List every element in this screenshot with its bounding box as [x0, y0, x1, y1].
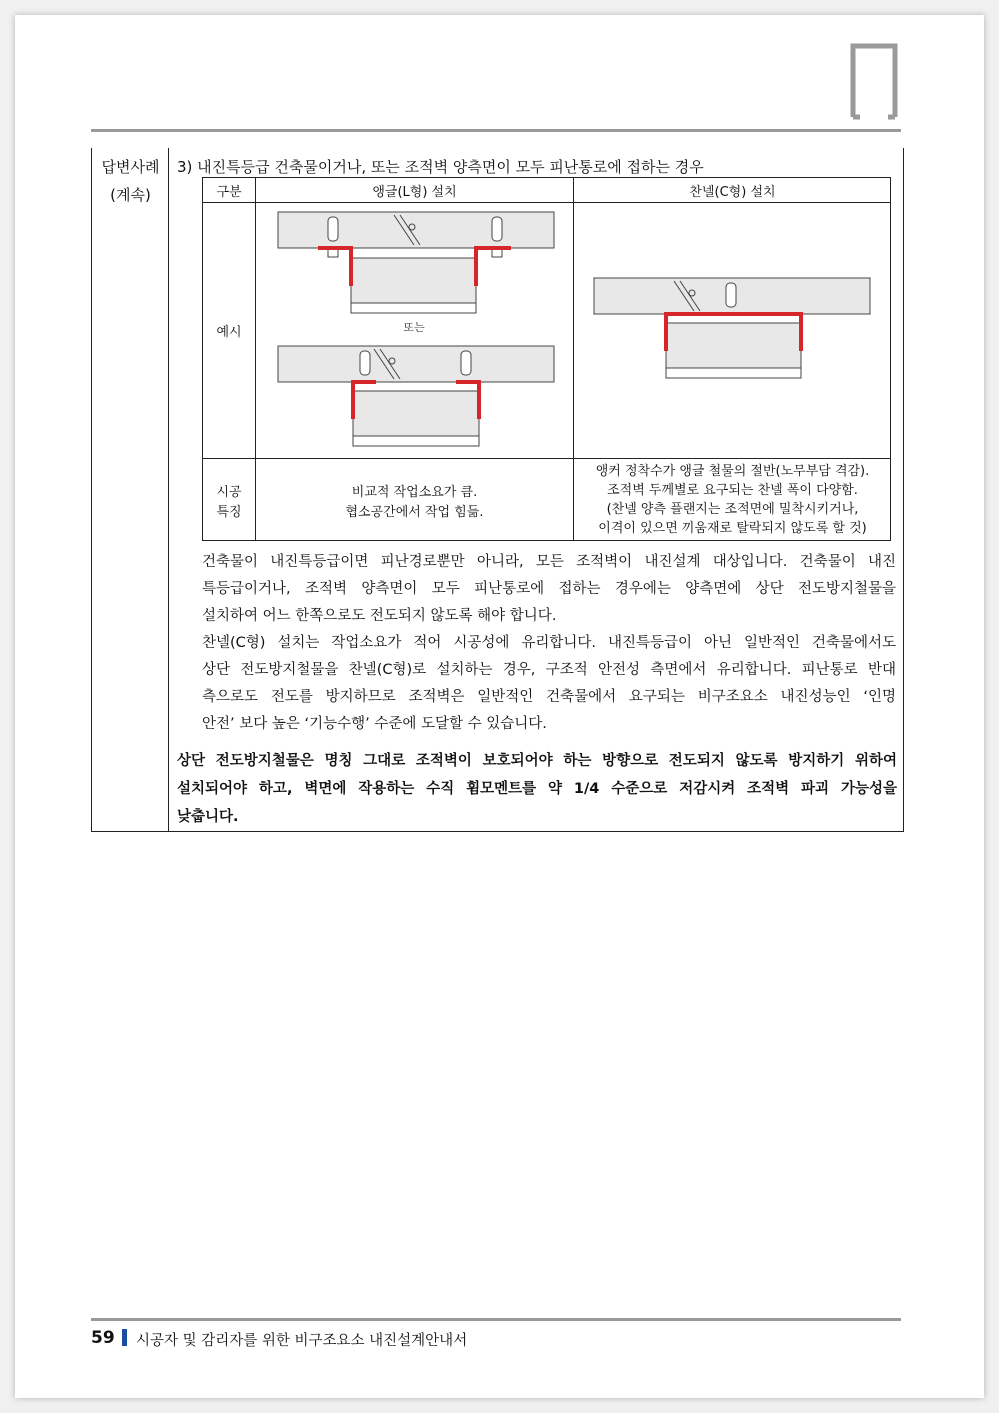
channel-features: 앵커 정착수가 앵글 철물의 절반(노무부담 격감). 조적벽 두께별로 요구되는 찬넬 폭이 다양함. (찬넬 양측 플랜지는 조적면에 밀착시키거나, 이격이 있으면 끼움재로 탈락되지 않도록 할 것)	[595, 464, 870, 536]
footer-title: 시공자 및 감리자를 위한 비구조요소 내진설계안내서	[136, 1333, 468, 1349]
comparison-table	[202, 177, 891, 541]
row-example-label: 예시	[216, 325, 242, 340]
row-feature-label-1: 시공	[216, 485, 242, 500]
diagram-or-label: 또는	[403, 321, 425, 334]
header-rule	[91, 129, 901, 132]
angle-install-diagram	[256, 203, 573, 458]
header-category: 구분	[216, 185, 242, 200]
angle-lower-example	[278, 346, 554, 446]
answer-example-label: 답변사례	[101, 158, 160, 176]
page-number: 59	[91, 1328, 115, 1348]
corner-bracket-mark	[850, 43, 898, 123]
footer-rule	[91, 1318, 901, 1321]
left-label-column	[92, 148, 169, 831]
continued-label: (계속)	[110, 186, 151, 204]
row-feature-label-2: 특징	[216, 505, 242, 520]
angle-features: 비교적 작업소요가 큼. 협소공간에서 작업 힘듦.	[345, 485, 484, 520]
paragraph-2: 찬넬(C형) 설치는 작업소요가 적어 시공성에 유리합니다. 내진특등급이 아닌 일반적인 건축물에서도 상단 전도방지철물을 찬넬(C형)로 설치하는 경우, 구조적 안전성 측면에서 유리합니다. 피난통로 반대 측으로도 전도를 방지하므로 조적벽은 일반적인 건축물에서 요구되는 비구조요소 내진성능인 ‘인명 안전’ 보다 높은 ‘기능수행’ 수준에 도달할 수 있습니다.	[202, 635, 896, 732]
header-channel: 찬넬(C형) 설치	[689, 185, 776, 200]
angle-upper-example	[278, 212, 554, 313]
answer-example-box	[91, 148, 904, 832]
channel-install-diagram	[574, 203, 891, 458]
header-angle: 앵글(L형) 설치	[372, 185, 457, 200]
summary-paragraph: 상단 전도방지철물은 명칭 그대로 조적벽이 보호되어야 하는 방향으로 전도되지 않도록 방지하기 위하여 설치되어야 하고, 벽면에 작용하는 수직 휨모멘트를 약 1/4 수준으로 저감시켜 조적벽 파괴 가능성을 낮춥니다.	[177, 753, 897, 825]
paragraph-1: 건축물이 내진특등급이면 피난경로뿐만 아니라, 모든 조적벽이 내진설계 대상입니다. 건축물이 내진 특등급이거나, 조적벽 양측면이 모두 피난통로에 접하는 경우에는 양측면에 상단 전도방지철물을 설치하여 어느 한쪽으로도 전도되지 않도록 해야 합니다.	[202, 554, 896, 624]
footer-accent-bar	[122, 1329, 127, 1346]
case-heading: 3) 내진특등급 건축물이거나, 또는 조적벽 양측면이 모두 피난통로에 접하는 경우	[177, 158, 704, 176]
